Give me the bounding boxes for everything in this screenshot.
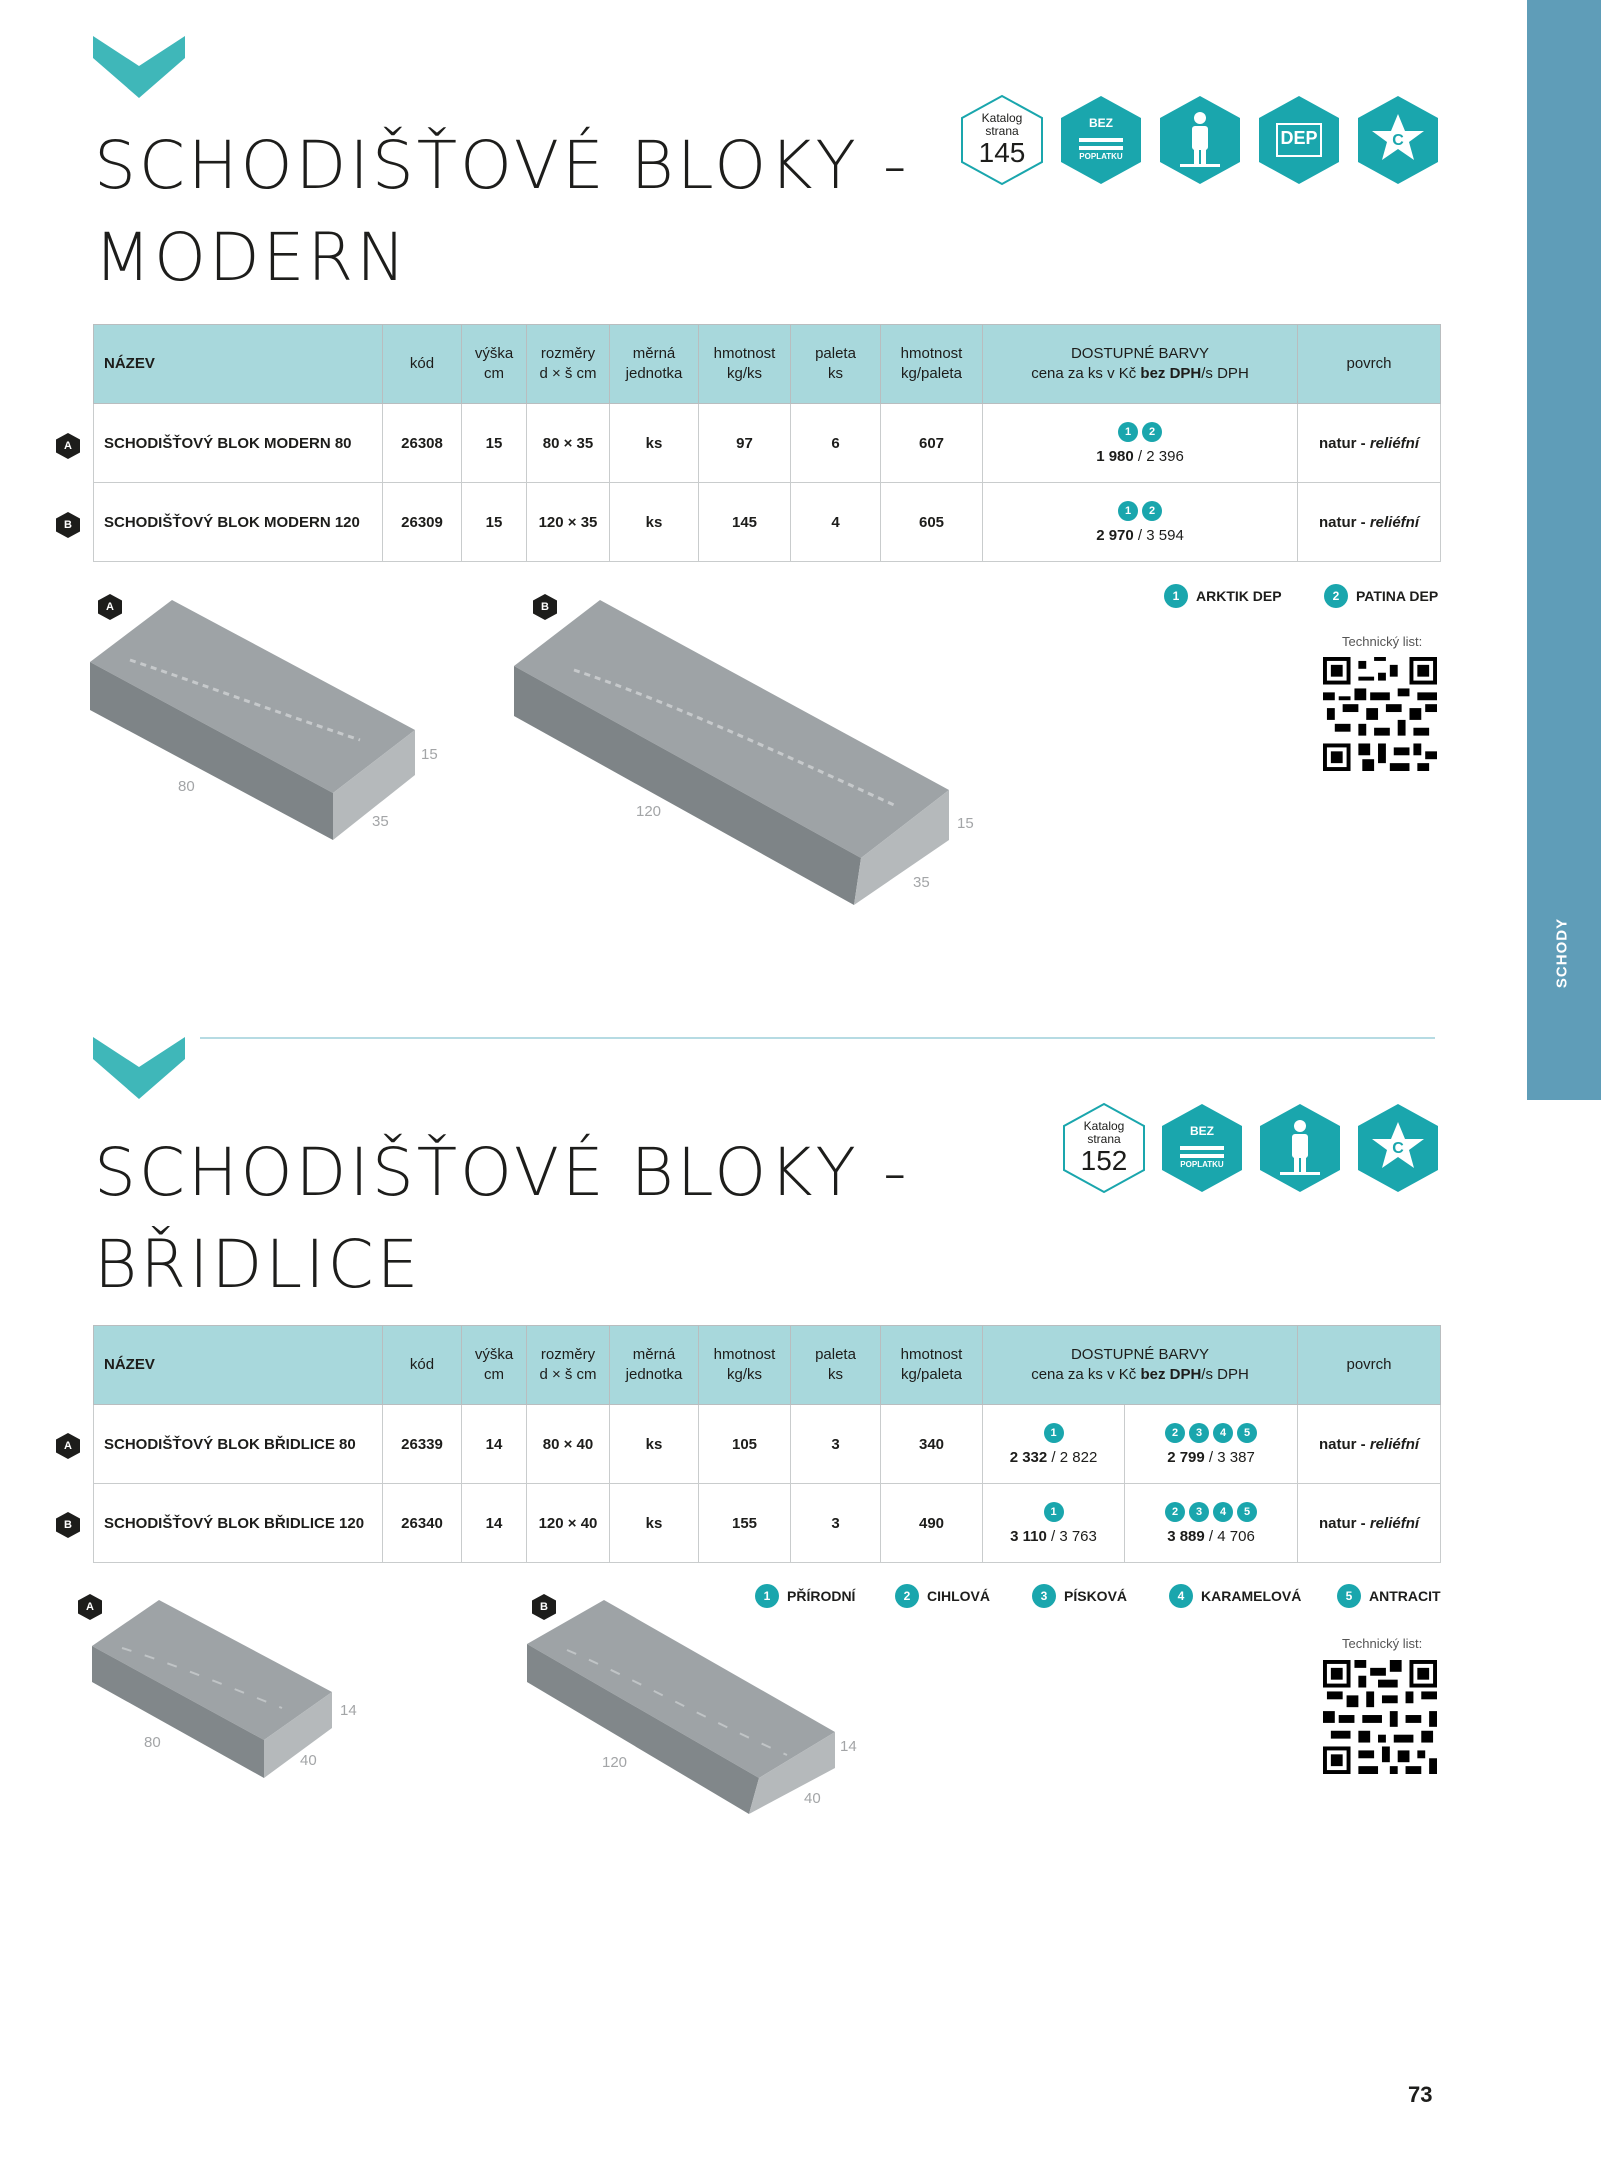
product-height: 15 [462,404,527,483]
qr-code-icon[interactable] [1323,1660,1437,1774]
catalog-page-badge: Katalog strana 145 [956,94,1048,186]
col-nazev: NÁZEV [94,1326,383,1405]
dimension-height: 14 [840,1738,857,1755]
table-row [94,483,1441,562]
dimension-length: 120 [636,803,662,820]
color-legend-item: 1 ARKTIK DEP [1162,584,1282,608]
no-fee-pallet-badge: BEZ POPLATKU [1156,1102,1248,1194]
product-code: 26339 [383,1405,462,1484]
dimension-height: 15 [421,746,438,763]
product-name: SCHODIŠŤOVÝ BLOK MODERN 120 [94,483,383,562]
product-weight: 155 [699,1484,791,1563]
dimension-length: 120 [602,1754,628,1771]
product-surface: natur - reliéfní [1298,1405,1441,1484]
col-kod: kód [383,325,462,404]
col-paleta: paleta ks [791,325,881,404]
product-price: 1 2 1 980 / 2 396 [983,404,1298,483]
person-height-badge [1254,1102,1346,1194]
col-rozmery: rozměry d × š cm [527,1326,610,1405]
table-header-row [94,325,1441,404]
color-number-badge: 5 [1237,1423,1257,1443]
table-row [94,1484,1441,1563]
color-number-badge: 2 [1165,1423,1185,1443]
product-pallet-qty: 4 [791,483,881,562]
color-number-badge: 1 [1118,501,1138,521]
product-price: 1 2 2 970 / 3 594 [983,483,1298,562]
col-rozmery: rozměry d × š cm [527,325,610,404]
col-povrch: povrch [1298,1326,1441,1405]
product-unit: ks [610,483,699,562]
col-paleta: paleta ks [791,1326,881,1405]
product-unit: ks [610,1405,699,1484]
product-name: SCHODIŠŤOVÝ BLOK MODERN 80 [94,404,383,483]
page-number: 73 [1408,2082,1433,2107]
product-name: SCHODIŠŤOVÝ BLOK BŘIDLICE 120 [94,1484,383,1563]
product-weight: 97 [699,404,791,483]
color-legend-item: 2 CIHLOVÁ [893,1584,990,1608]
color-legend-item: 2 PATINA DEP [1322,584,1438,608]
product-pallet-qty: 6 [791,404,881,483]
product-height: 14 [462,1484,527,1563]
section-title-modern: SCHODIŠŤOVÉ BLOKY - MODERN [94,127,910,296]
person-icon [1154,94,1246,186]
certificate-badge: C [1352,1102,1444,1194]
col-vyska: výška cm [462,1326,527,1405]
catalog-page-badge: Katalog strana 152 [1058,1102,1150,1194]
product-dimensions: 80 × 35 [527,404,610,483]
dimension-length: 80 [144,1734,161,1751]
product-code: 26309 [383,483,462,562]
product-image-modern-120 [514,600,954,905]
product-height: 14 [462,1405,527,1484]
product-table-modern [93,324,1441,562]
pallet-icon [1055,94,1147,186]
chevron-decoration-icon [93,1037,185,1099]
color-legend-item: 1 PŘÍRODNÍ [753,1584,855,1608]
col-dostupne-barvy: DOSTUPNÉ BARVY cena za ks v Kč bez DPH/s DPH [983,1326,1298,1405]
col-hmotnost-paleta: hmotnost kg/paleta [881,1326,983,1405]
color-number-badge: 1 [1044,1423,1064,1443]
product-weight: 105 [699,1405,791,1484]
color-number-badge: 2 [1165,1502,1185,1522]
image-label-b: B [532,1594,556,1620]
product-weight: 145 [699,483,791,562]
row-label-a: A [56,1433,80,1459]
image-label-b: B [533,594,557,620]
no-fee-pallet-badge: BEZ POPLATKU [1055,94,1147,186]
section-title-bridlice: SCHODIŠŤOVÉ BLOKY - BŘIDLICE [94,1134,910,1303]
color-number-badge: 3 [1189,1423,1209,1443]
product-height: 15 [462,483,527,562]
product-dimensions: 120 × 35 [527,483,610,562]
product-name: SCHODIŠŤOVÝ BLOK BŘIDLICE 80 [94,1405,383,1484]
image-label-a: A [98,594,122,620]
certificate-badge: C [1352,94,1444,186]
table-row [94,404,1441,483]
product-price-color-1: 1 2 332 / 2 822 [983,1405,1125,1484]
product-dimensions: 80 × 40 [527,1405,610,1484]
product-surface: natur - reliéfní [1298,404,1441,483]
row-label-b: B [56,1512,80,1538]
table-header-row [94,1326,1441,1405]
dimension-width: 35 [372,813,389,830]
col-kod: kód [383,1326,462,1405]
color-number-badge: 3 [1189,1502,1209,1522]
product-surface: natur - reliéfní [1298,483,1441,562]
color-legend-item: 3 PÍSKOVÁ [1030,1584,1127,1608]
product-price-color-2-5: 2 3 4 5 2 799 / 3 387 [1125,1405,1298,1484]
table-row [94,1405,1441,1484]
col-hmotnost-ks: hmotnost kg/ks [699,1326,791,1405]
col-dostupne-barvy: DOSTUPNÉ BARVY cena za ks v Kč bez DPH/s DPH [983,325,1298,404]
color-legend-item: 5 ANTRACIT [1335,1584,1441,1608]
product-unit: ks [610,1484,699,1563]
section-divider [200,1037,1435,1039]
product-pallet-weight: 490 [881,1484,983,1563]
product-code: 26308 [383,404,462,483]
product-dimensions: 120 × 40 [527,1484,610,1563]
color-number-badge: 2 [1142,422,1162,442]
color-number-badge: 5 [1237,1502,1257,1522]
col-merna-jednotka: měrná jednotka [610,1326,699,1405]
product-code: 26340 [383,1484,462,1563]
dimension-height: 14 [340,1702,357,1719]
pallet-icon [1156,1102,1248,1194]
product-pallet-weight: 340 [881,1405,983,1484]
chevron-decoration-icon [93,36,185,98]
dimension-length: 80 [178,778,195,795]
product-pallet-qty: 3 [791,1405,881,1484]
product-price-color-2-5: 2 3 4 5 3 889 / 4 706 [1125,1484,1298,1563]
product-image-modern-80 [90,600,420,840]
product-pallet-weight: 605 [881,483,983,562]
row-label-a: A [56,433,80,459]
product-table-bridlice [93,1325,1441,1563]
dep-surface-badge: DEP [1253,94,1345,186]
dimension-width: 35 [913,874,930,891]
product-pallet-weight: 607 [881,404,983,483]
col-nazev: NÁZEV [94,325,383,404]
image-label-a: A [78,1594,102,1620]
color-number-badge: 1 [1044,1502,1064,1522]
color-number-badge: 1 [1118,422,1138,442]
product-surface: natur - reliéfní [1298,1484,1441,1563]
dimension-height: 15 [957,815,974,832]
product-image-bridlice-120 [527,1600,839,1815]
qr-code-icon[interactable] [1323,657,1437,771]
color-legend-item: 4 KARAMELOVÁ [1167,1584,1301,1608]
color-number-badge: 2 [1142,501,1162,521]
col-povrch: povrch [1298,325,1441,404]
product-price-color-1: 1 3 110 / 3 763 [983,1484,1125,1563]
dimension-width: 40 [300,1752,317,1769]
technical-sheet-label: Technický list: [1342,1636,1423,1651]
dimension-width: 40 [804,1790,821,1807]
row-label-b: B [56,512,80,538]
col-merna-jednotka: měrná jednotka [610,325,699,404]
product-pallet-qty: 3 [791,1484,881,1563]
color-number-badge: 4 [1213,1423,1233,1443]
person-icon [1254,1102,1346,1194]
technical-sheet-label: Technický list: [1342,634,1423,649]
col-vyska: výška cm [462,325,527,404]
person-height-badge [1154,94,1246,186]
product-unit: ks [610,404,699,483]
color-number-badge: 4 [1213,1502,1233,1522]
col-hmotnost-ks: hmotnost kg/ks [699,325,791,404]
side-category-label: SCHODY [1553,917,1571,989]
col-hmotnost-paleta: hmotnost kg/paleta [881,325,983,404]
